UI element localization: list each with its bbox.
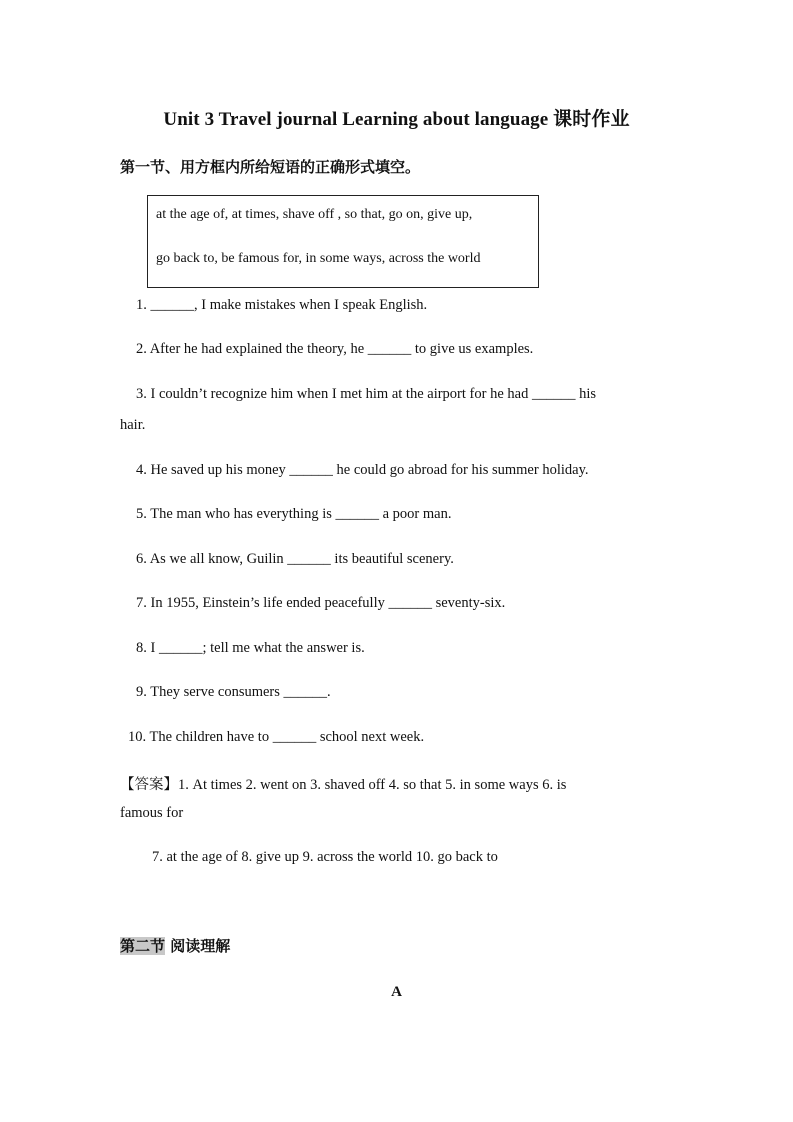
page-title: Unit 3 Travel journal Learning about language 课时作业 [163,109,630,130]
question-number: 1. [136,297,147,313]
question-text: In 1955, Einstein’s life ended peacefully ______ seventy-six. [150,595,506,611]
question-text: I couldn’t recognize him when I met him at the airport for he had ______ his [150,386,596,402]
question-number: 2. [136,341,147,357]
question-text: After he had explained the theory, he ______ to give us examples. [149,341,534,357]
question-number: 9. [136,684,147,700]
question-6 [136,551,454,568]
question-text: As we all know, Guilin ______ its beautiful scenery. [149,551,454,567]
question-9 [136,684,331,701]
question-8 [136,640,365,657]
answer-line-3: 7. at the age of 8. give up 9. across the world 10. go back to [152,849,498,865]
question-number: 5. [136,506,147,522]
question-1 [136,297,427,314]
phrase-line-2: go back to, be famous for, in some ways, across the world [156,251,481,266]
answer-line-2: famous for [120,805,184,821]
question-number: 8. [136,640,147,656]
answer-line-1: 【答案】1. At times 2. went on 3. shaved off 4. so that 5. in some ways 6. is [120,777,567,793]
question-number: 10. [128,729,147,745]
section2-heading-highlight: 第二节 [120,937,166,955]
question-number: 6. [136,551,147,567]
question-text: ______, I make mistakes when I speak English. [150,297,428,313]
question-4 [136,462,589,479]
question-3 [136,386,596,403]
question-text: The children have to ______ school next week. [149,729,425,745]
phrase-line-1: at the age of, at times, shave off , so that, go on, give up, [156,207,473,222]
question-text: They serve consumers ______. [150,684,331,700]
question-number: 4. [136,462,147,478]
question-5 [136,506,451,523]
phrase-box [147,195,539,288]
question-7 [136,595,505,612]
question-number: 7. [136,595,147,611]
passage-label: A [391,984,402,1000]
section2-heading [120,935,230,956]
question-10 [128,729,424,746]
question-2 [136,341,533,358]
question-3-continuation: hair. [120,417,146,433]
question-number: 3. [136,386,147,402]
question-text: He saved up his money ______ he could go abroad for his summer holiday. [150,462,589,478]
question-text: The man who has everything is ______ a poor man. [150,506,452,522]
section2-heading-text: 阅读理解 [165,937,231,955]
section1-heading: 第一节、用方框内所给短语的正确形式填空。 [120,158,421,176]
question-text: I ______; tell me what the answer is. [150,640,365,656]
